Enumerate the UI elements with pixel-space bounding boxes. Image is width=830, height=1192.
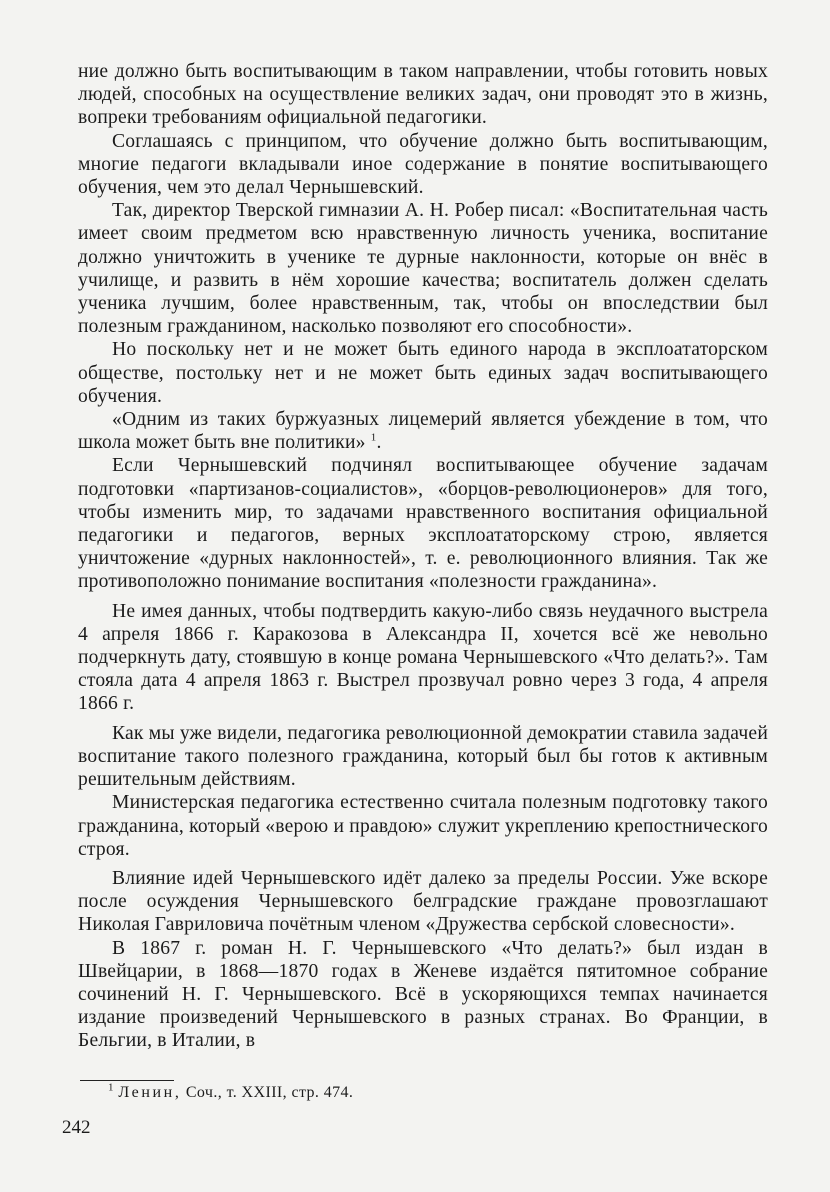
footnote-marker: 1 [370, 431, 377, 444]
footnote [108, 1083, 353, 1103]
body-text [78, 60, 768, 1053]
paragraph-7: Не имея данных, чтобы подтвердить какую-либо связь неудачного выстрела 4 апреля 1866 г. Каракозова в Александра II, хочется всё же невольно подчеркнуть дату, стоявшую в конце романа Чернышевского «Что делать?». Там стояла дата 4 апреля 1863 г. Выстрел прозвучал ровно через 3 года, 4 апреля 1866 г. [78, 600, 768, 715]
paragraph-9: Министерская педагогика естественно считала полезным подготовку такого гражданина, который «верою и правдою» служит укреплению крепостнического строя. [78, 792, 768, 860]
footnote-author: Ленин, [118, 1084, 182, 1101]
paragraph-11: В 1867 г. роман Н. Г. Чернышевского «Что делать?» был издан в Швейцарии, в 1868—1870 годах в Женеве издаётся пятитомное собрание сочинений Н. Г. Чернышевского. Всё в ускоряющихся темпах начинается издание произведений Чернышевского в разных странах. Во Франции, в Бельгии, в Италии, в [78, 937, 768, 1052]
paragraph-4: Но поскольку нет и не может быть единого народа в эксплоататорском обществе, постольку нет и не может быть единых задач воспитывающего обучения. [78, 339, 768, 407]
paragraph-8: Как мы уже видели, педагогика революционной демократии ставила задачей воспитание такого полезного гражданина, который был бы готов к активным решительным действиям. [78, 722, 768, 791]
quote-text: «Одним из таких буржуазных лицемерий является убеждение в том, что школа может быть вне политики» [78, 409, 768, 454]
paragraph-3: Так, директор Тверской гимназии А. Н. Робер писал: «Воспитательная часть имеет своим предметом всю нравственную личность ученика, воспитание должно уничтожить в ученике те дурные наклонности, которые он внёс в училище, и развить в нём хорошие качества; воспитатель должен сделать ученика лучшим, более нравственным, так, чтобы он впоследствии был полезным гражданином, насколько позволяют его способности». [78, 200, 768, 338]
paragraph-10: Влияние идей Чернышевского идёт далеко за пределы России. Уже вскоре после осуждения Чернышевского белградские граждане провозглашают Николая Гавриловича почётным членом «Дружества сербской словесности». [78, 867, 768, 936]
footnote-reference: Соч., т. XXIII, стр. 474. [185, 1084, 354, 1101]
paragraph-6: Если Чернышевский подчинял воспитывающее обучение задачам подготовки «партизанов-социалистов», «борцов-революционеров» для того, чтобы изменить мир, то задачами нравственного воспитания официальной педагогики и педагогов, верных эксплоататорскому строю, является уничтожение «дурных наклонностей», т. е. революционного влияния. Так же противоположно понимание воспитания «полезности гражданина». [78, 455, 768, 593]
paragraph-1: ние должно быть воспитывающим в таком направлении, чтобы готовить новых людей, способных на осуществление великих задач, они проводят это в жизнь, вопреки требованиям официальной педагогики. [78, 61, 768, 129]
footnote-number: 1 [108, 1081, 114, 1094]
paragraph-2: Соглашаясь с принципом, что обучение должно быть воспитывающим, многие педагоги вкладывали иное содержание в понятие воспитывающего обучения, чем это делал Чернышевский. [78, 130, 768, 199]
page-number: 242 [62, 1117, 91, 1138]
paragraph-5: «Одним из таких буржуазных лицемерий является убеждение в том, что школа может быть вне политики» $^1$. [78, 409, 768, 454]
footnote-divider [80, 1080, 174, 1081]
